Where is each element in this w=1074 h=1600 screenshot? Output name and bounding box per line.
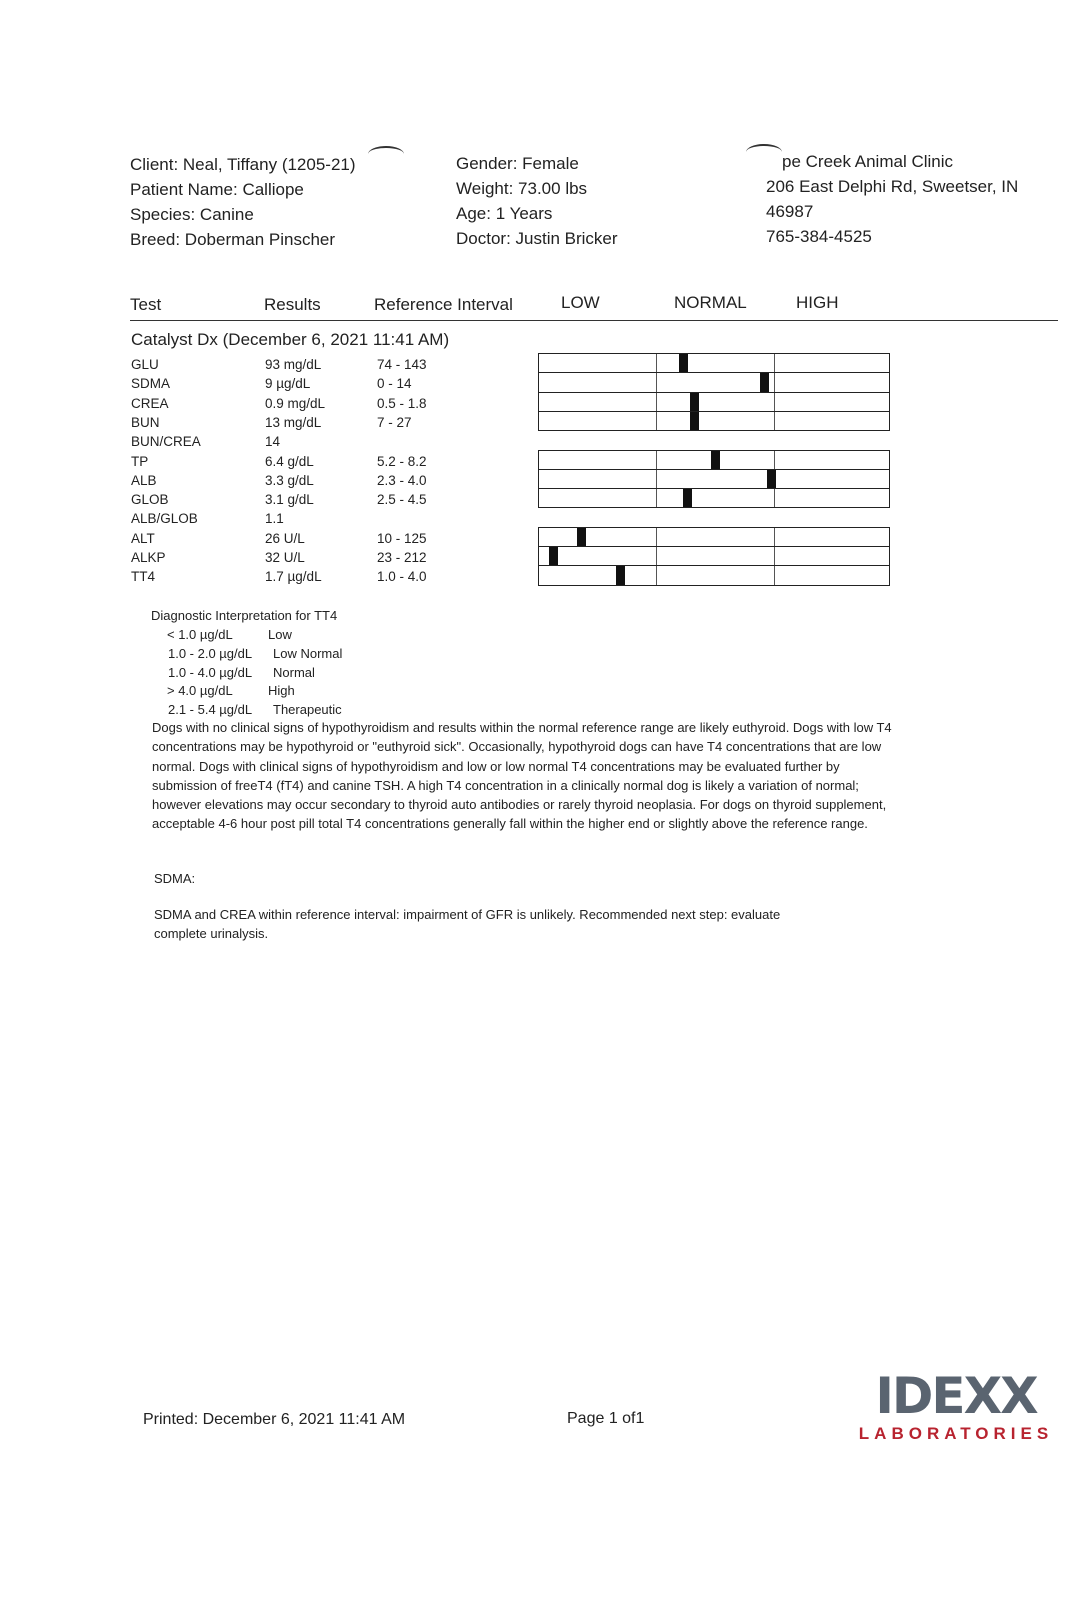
clinic-address: 206 East Delphi Rd, Sweetser, IN: [766, 177, 1019, 196]
table-row: [0, 529, 520, 548]
interp-label: High: [268, 683, 295, 699]
reference-interval: 0.5 - 1.8: [377, 395, 427, 411]
species: Species: Canine: [130, 205, 254, 224]
interp-label: Low Normal: [273, 645, 343, 661]
test-name: TP: [131, 453, 149, 469]
test-name: ALKP: [131, 550, 166, 565]
reference-interval: 2.3 - 4.0: [377, 472, 427, 488]
interp-label: Normal: [273, 664, 315, 680]
col-test: Test: [130, 295, 162, 314]
range-divider: [656, 528, 657, 585]
patient-info: [456, 151, 618, 251]
test-result: 9 µg/dL: [265, 376, 311, 392]
reference-interval: 10 - 125: [377, 530, 427, 546]
result-marker: [760, 373, 769, 391]
punch-arc-mark: [368, 146, 404, 162]
result-marker: [679, 354, 688, 372]
reference-interval: 1.0 - 4.0: [377, 569, 427, 585]
range-graph-box: [538, 353, 890, 431]
sdma-text: SDMA and CREA within reference interval: impairment of GFR is unlikely. Recommended next step: evaluate complete urinalysis.: [154, 907, 781, 942]
clinic-name: pe Creek Animal Clinic: [782, 152, 954, 171]
gender: Gender: Female: [456, 154, 579, 173]
result-marker: [616, 566, 625, 584]
reference-interval: 7 - 27: [377, 414, 412, 430]
result-marker: [683, 489, 692, 507]
row-separator: [539, 372, 889, 373]
table-row: [0, 567, 520, 586]
test-result: 14: [265, 434, 281, 450]
table-row: [0, 548, 520, 567]
table-row: [0, 394, 520, 413]
interp-range: 2.1 - 5.4 µg/dL: [168, 702, 253, 718]
row-separator: [539, 469, 889, 470]
result-marker: [690, 393, 699, 411]
row-separator: [539, 488, 889, 489]
test-name: GLOB: [131, 492, 169, 508]
test-result: 93 mg/dL: [265, 357, 322, 372]
table-row: [0, 355, 520, 374]
test-name: SDMA: [131, 376, 171, 392]
result-marker: [711, 451, 720, 469]
reference-interval: 74 - 143: [377, 357, 427, 372]
age: Age: 1 Years: [456, 204, 553, 223]
clinic-phone: 765-384-4525: [766, 227, 872, 246]
table-row: [0, 374, 520, 393]
table-row: [0, 432, 520, 451]
sdma-title: SDMA:: [154, 871, 196, 886]
tt4-interpretation-title: Diagnostic Interpretation for TT4: [151, 608, 338, 623]
test-result: 0.9 mg/dL: [265, 395, 326, 411]
range-graph-box: [538, 450, 890, 509]
interp-range: > 4.0 µg/dL: [167, 683, 233, 699]
result-marker: [690, 412, 699, 430]
reference-interval: 2.5 - 4.5: [377, 492, 427, 508]
reference-interval: 23 - 212: [377, 550, 427, 565]
table-row: [0, 471, 520, 490]
range-divider: [774, 528, 775, 585]
idexx-logo-subtitle: LABORATORIES: [858, 1424, 1054, 1443]
row-separator: [539, 565, 889, 566]
test-result: 3.3 g/dL: [265, 472, 314, 488]
test-result: 13 mg/dL: [265, 414, 322, 430]
result-marker: [549, 547, 558, 565]
reference-interval: 5.2 - 8.2: [377, 453, 427, 469]
breed: Breed: Doberman Pinscher: [130, 230, 336, 249]
col-low: LOW: [561, 293, 600, 312]
table-row: [0, 452, 520, 471]
header-rule: [130, 320, 1058, 321]
table-row: [0, 509, 520, 528]
row-separator: [539, 411, 889, 412]
interp-label: Therapeutic: [273, 702, 342, 718]
clinic-info: [766, 149, 1018, 249]
interp-range: 1.0 - 4.0 µg/dL: [168, 664, 253, 680]
test-result: 1.7 µg/dL: [265, 569, 322, 585]
test-result: 32 U/L: [265, 550, 305, 565]
test-name: ALB/GLOB: [131, 511, 198, 527]
range-graph-box: [538, 527, 890, 586]
test-name: BUN/CREA: [131, 434, 201, 450]
col-results: Results: [264, 295, 321, 314]
test-result: 1.1: [265, 511, 284, 527]
test-name: GLU: [131, 357, 159, 372]
printed-date: Printed: December 6, 2021 11:41 AM: [143, 1411, 406, 1428]
test-name: ALB: [131, 472, 157, 488]
test-name: BUN: [131, 414, 160, 430]
test-name: CREA: [131, 395, 169, 411]
weight: Weight: 73.00 lbs: [456, 179, 588, 198]
reference-interval: 0 - 14: [377, 376, 412, 392]
result-marker: [577, 528, 586, 546]
test-result: 6.4 g/dL: [265, 453, 314, 469]
interp-range: < 1.0 µg/dL: [167, 627, 233, 642]
idexx-logo: [858, 1368, 1054, 1444]
tt4-interpretation-text: Dogs with no clinical signs of hypothyroidism and results within the normal reference range are likely euthyroid. Dogs with low T4 concentrations may be hypothyroid or "euthyroid sick". Occasionally, hypothyroid dogs can have T4 concentrations that are low normal. Dogs with clinical signs of hypothyroidism and low or low normal T4 concentrations may be evaluated further by submission of freeT4 (fT4) and canine TSH. A high T4 concentration in a clinically normal dog is likely a variation of normal; however elevations may occur secondary to thyroid auto antibodies or rarely thyroid neoplasia. For dogs on thyroid supplement, acceptable 4-6 hour post pill total T4 concentrations generally fall within the higher end or slightly above the reference range.: [152, 720, 892, 832]
table-row: [0, 490, 520, 509]
patient-name: Patient Name: Calliope: [130, 180, 304, 199]
row-separator: [539, 546, 889, 547]
interp-range: 1.0 - 2.0 µg/dL: [168, 645, 253, 661]
col-normal: NORMAL: [674, 293, 747, 312]
col-high: HIGH: [796, 293, 839, 312]
doctor: Doctor: Justin Bricker: [456, 229, 618, 248]
test-name: ALT: [131, 530, 155, 546]
col-reference: Reference Interval: [374, 295, 513, 314]
client-name: Client: Neal, Tiffany (1205-21): [130, 155, 356, 174]
section-title: Catalyst Dx (December 6, 2021 11:41 AM): [131, 330, 450, 349]
client-info: [130, 152, 356, 252]
clinic-zip: 46987: [766, 202, 814, 221]
page-number: Page 1 of1: [567, 1410, 645, 1427]
interp-label: Low: [268, 627, 292, 642]
test-name: TT4: [131, 569, 156, 585]
table-row: [0, 413, 520, 432]
result-marker: [767, 470, 776, 488]
range-divider: [656, 451, 657, 508]
idexx-logo-wordmark: IDEXX: [875, 1367, 1037, 1425]
row-separator: [539, 392, 889, 393]
test-result: 3.1 g/dL: [265, 492, 314, 508]
test-result: 26 U/L: [265, 530, 305, 546]
